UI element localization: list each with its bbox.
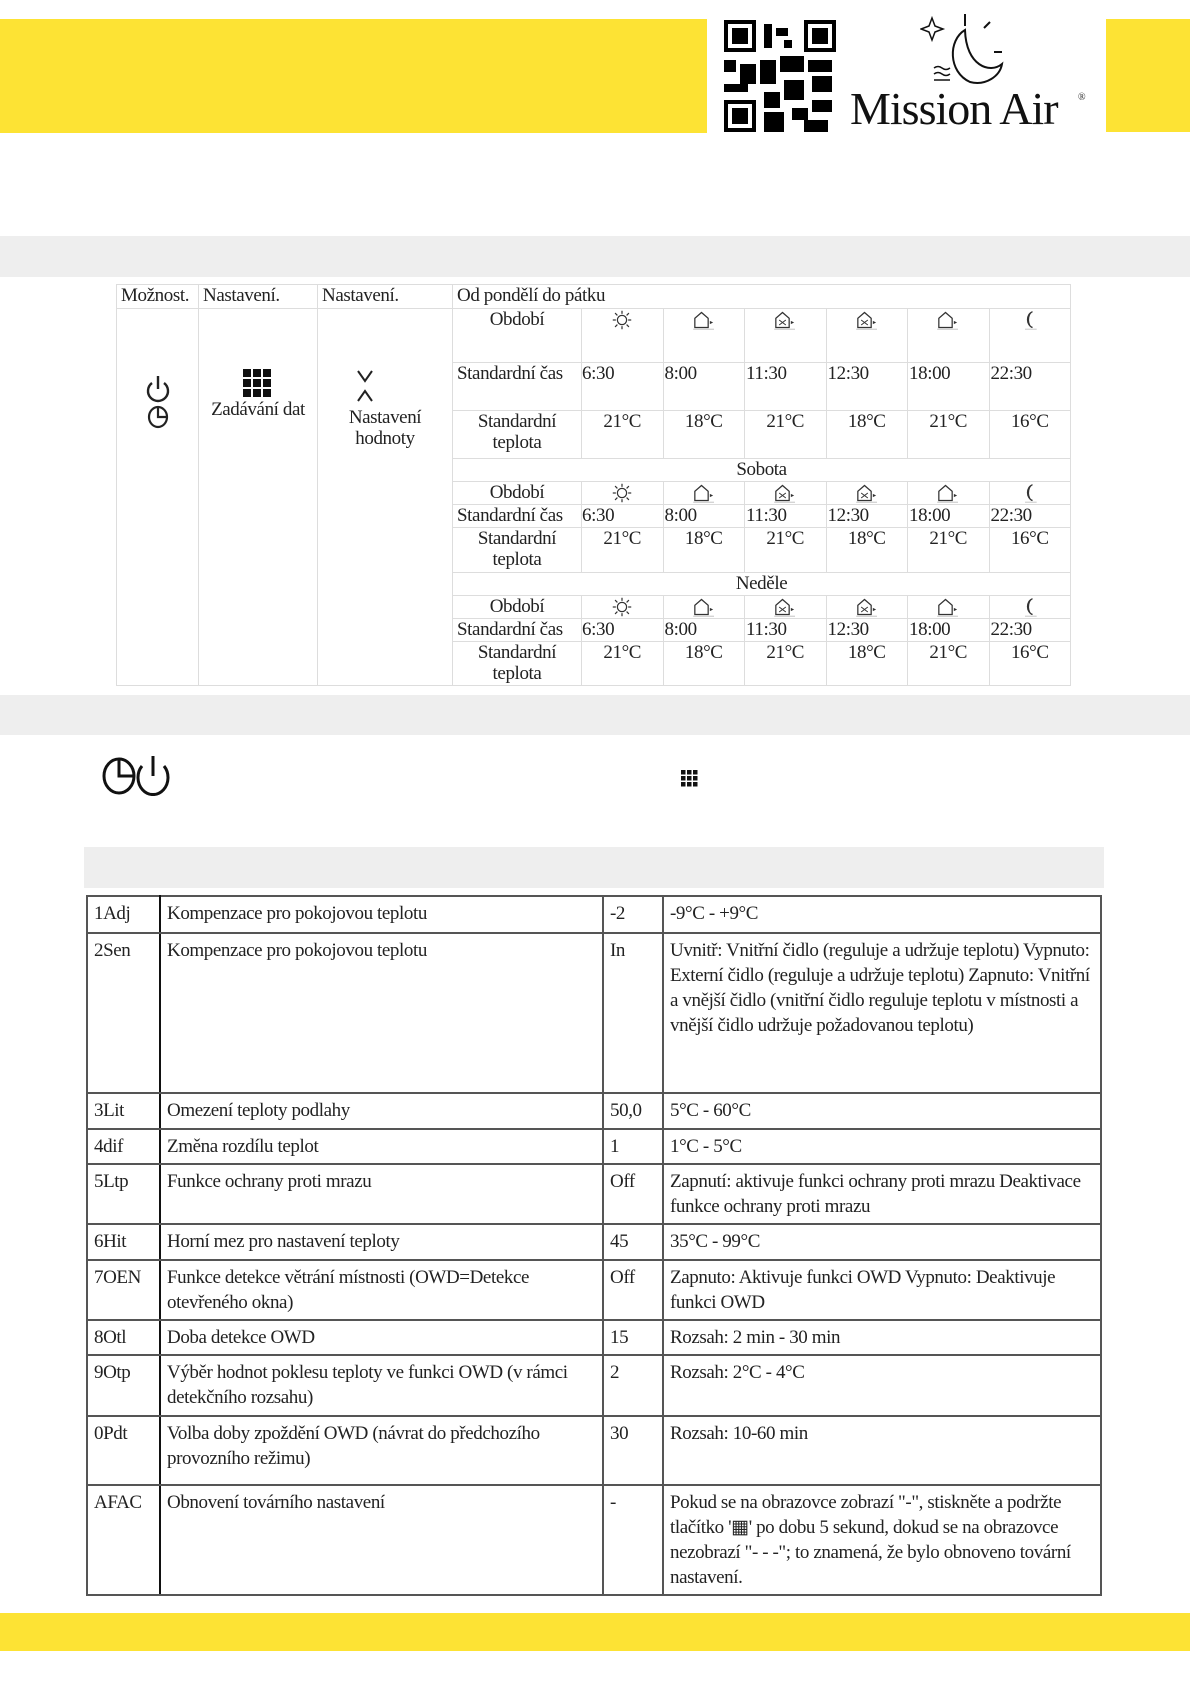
parameter-row <box>87 1093 1101 1129</box>
period-time: 11:30 <box>745 619 827 642</box>
options-cell <box>117 309 199 686</box>
registered-mark: ® <box>1078 92 1086 103</box>
data-entry-cell <box>199 309 318 686</box>
parameter-row <box>87 933 1101 1093</box>
value-setting-cell <box>318 309 453 686</box>
section-band-1 <box>0 236 1190 277</box>
section-band-2 <box>0 695 1190 735</box>
period-time: 11:30 <box>745 363 827 411</box>
param-range: Rozsah: 2 min - 30 min <box>663 1320 1101 1355</box>
schedule-day-title: Sobota <box>453 459 1071 482</box>
period-temp: 21°C <box>908 411 990 459</box>
period-temp: 21°C <box>908 642 990 686</box>
param-code: AFAC <box>87 1485 160 1595</box>
period-temp: 21°C <box>745 411 827 459</box>
home-occupied-icon <box>826 596 908 619</box>
schedule-table <box>116 284 1071 686</box>
period-temp: 16°C <box>989 528 1071 573</box>
period-temp: 16°C <box>989 411 1071 459</box>
sun-icon <box>582 482 664 505</box>
param-name: Omezení teploty podlahy <box>160 1093 603 1129</box>
param-code: 9Otp <box>87 1355 160 1416</box>
home-icon <box>663 596 745 619</box>
schedule-day-title: Neděle <box>453 573 1071 596</box>
period-time: 12:30 <box>826 505 908 528</box>
home-icon <box>908 309 990 363</box>
period-temp: 18°C <box>826 411 908 459</box>
home-icon <box>663 482 745 505</box>
period-time: 6:30 <box>582 363 664 411</box>
param-range: Rozsah: 2°C - 4°C <box>663 1355 1101 1416</box>
period-temp: 21°C <box>745 642 827 686</box>
period-time: 11:30 <box>745 505 827 528</box>
param-value: 30 <box>603 1416 663 1485</box>
param-value: 2 <box>603 1355 663 1416</box>
param-code: 8Otl <box>87 1320 160 1355</box>
param-code: 2Sen <box>87 933 160 1093</box>
sun-icon <box>582 596 664 619</box>
temp-label: Standardní teplota <box>453 411 582 459</box>
schedule-header-3: Od pondělí do pátku <box>453 285 1071 309</box>
param-code: 6Hit <box>87 1224 160 1260</box>
period-time: 12:30 <box>826 363 908 411</box>
period-temp: 18°C <box>663 411 745 459</box>
param-name: Horní mez pro nastavení teploty <box>160 1224 603 1260</box>
param-name: Doba detekce OWD <box>160 1320 603 1355</box>
param-range: -9°C - +9°C <box>663 896 1101 933</box>
moon-logo-icon <box>920 12 1010 92</box>
param-name: Kompenzace pro pokojovou teplotu <box>160 896 603 933</box>
param-range: 35°C - 99°C <box>663 1224 1101 1260</box>
period-temp: 18°C <box>826 642 908 686</box>
home-icon <box>908 482 990 505</box>
param-code: 1Adj <box>87 896 160 933</box>
param-range: Uvnitř: Vnitřní čidlo (reguluje a udržuje teplotu) Vypnuto: Externí čidlo (reguluje a udržuje teplotu) Zapnuto: Vnitřní a vnější čidlo (vnitřní čidlo reguluje teplotu v místnosti a vnější čidlo udržuje požadovanou teplotu) <box>663 933 1101 1093</box>
value-setting-label: Nastavení hodnoty <box>348 407 422 449</box>
period-time: 6:30 <box>582 505 664 528</box>
keypad-icon <box>681 769 698 787</box>
temp-label: Standardní teplota <box>453 528 582 573</box>
clock-icon <box>117 404 198 430</box>
param-value: 45 <box>603 1224 663 1260</box>
param-code: 4dif <box>87 1129 160 1164</box>
parameter-row <box>87 1260 1101 1320</box>
parameter-row <box>87 1485 1101 1595</box>
param-name: Změna rozdílu teplot <box>160 1129 603 1164</box>
moon-icon <box>989 309 1071 363</box>
param-range: Pokud se na obrazovce zobrazí "-", stiskněte a podržte tlačítko '▦' po dobu 5 sekund, dokud se na obrazovce nezobrazí "- - -"; to znamená, že bylo obnoveno tovární nastavení. <box>663 1485 1101 1595</box>
period-temp: 16°C <box>989 642 1071 686</box>
param-name: Kompenzace pro pokojovou teplotu <box>160 933 603 1093</box>
param-name: Obnovení továrního nastavení <box>160 1485 603 1595</box>
param-code: 0Pdt <box>87 1416 160 1485</box>
home-icon <box>908 596 990 619</box>
header-bar-left <box>0 19 707 133</box>
moon-icon <box>989 482 1071 505</box>
brand-logo <box>850 10 1090 135</box>
period-time: 22:30 <box>989 363 1071 411</box>
period-temp: 21°C <box>745 528 827 573</box>
home-occupied-icon <box>745 309 827 363</box>
qr-code <box>724 20 836 132</box>
time-label: Standardní čas <box>453 505 582 528</box>
period-time: 6:30 <box>582 619 664 642</box>
brand-name: Mission Air <box>850 83 1058 134</box>
param-range: Rozsah: 10-60 min <box>663 1416 1101 1485</box>
parameter-row <box>87 1416 1101 1485</box>
data-entry-label: Zadávání dat <box>211 399 305 420</box>
param-name: Funkce detekce větrání místnosti (OWD=Detekce otevřeného okna) <box>160 1260 603 1320</box>
param-range: Zapnuto: Aktivuje funkci OWD Vypnuto: Deaktivuje funkci OWD <box>663 1260 1101 1320</box>
period-time: 22:30 <box>989 505 1071 528</box>
period-label: Období <box>453 482 582 505</box>
clock-power-icon <box>102 754 172 796</box>
period-temp: 18°C <box>826 528 908 573</box>
sun-icon <box>582 309 664 363</box>
period-temp: 21°C <box>582 642 664 686</box>
period-temp: 21°C <box>908 528 990 573</box>
period-time: 8:00 <box>663 619 745 642</box>
period-time: 8:00 <box>663 505 745 528</box>
parameter-row <box>87 1355 1101 1416</box>
footer-bar <box>0 1613 1190 1651</box>
param-value: 1 <box>603 1129 663 1164</box>
param-name: Výběr hodnot poklesu teploty ve funkci OWD (v rámci detekčního rozsahu) <box>160 1355 603 1416</box>
period-time: 12:30 <box>826 619 908 642</box>
schedule-header-2: Nastavení. <box>318 285 453 309</box>
param-value: 15 <box>603 1320 663 1355</box>
home-occupied-icon <box>745 482 827 505</box>
period-temp: 18°C <box>663 642 745 686</box>
param-value: Off <box>603 1164 663 1224</box>
period-time: 8:00 <box>663 363 745 411</box>
param-code: 5Ltp <box>87 1164 160 1224</box>
parameter-row <box>87 1224 1101 1260</box>
param-name: Funkce ochrany proti mrazu <box>160 1164 603 1224</box>
param-value: 50,0 <box>603 1093 663 1129</box>
param-code: 3Lit <box>87 1093 160 1129</box>
param-value: - <box>603 1485 663 1595</box>
param-value: Off <box>603 1260 663 1320</box>
home-occupied-icon <box>745 596 827 619</box>
param-range: 5°C - 60°C <box>663 1093 1101 1129</box>
param-name: Volba doby zpoždění OWD (návrat do předchozího provozního režimu) <box>160 1416 603 1485</box>
param-code: 7OEN <box>87 1260 160 1320</box>
period-time: 18:00 <box>908 619 990 642</box>
parameters-table <box>86 895 1102 1596</box>
home-icon <box>663 309 745 363</box>
param-value: In <box>603 933 663 1093</box>
period-temp: 21°C <box>582 528 664 573</box>
moon-icon <box>989 596 1071 619</box>
parameter-row <box>87 1164 1101 1224</box>
section-band-3 <box>84 847 1104 888</box>
period-time: 18:00 <box>908 363 990 411</box>
home-occupied-icon <box>826 482 908 505</box>
period-temp: 21°C <box>582 411 664 459</box>
schedule-header-0: Možnost. <box>117 285 199 309</box>
temp-label: Standardní teplota <box>453 642 582 686</box>
home-occupied-icon <box>826 309 908 363</box>
time-label: Standardní čas <box>453 619 582 642</box>
period-time: 18:00 <box>908 505 990 528</box>
param-range: Zapnutí: aktivuje funkci ochrany proti mrazu Deaktivace funkce ochrany proti mrazu <box>663 1164 1101 1224</box>
period-label: Období <box>453 596 582 619</box>
parameter-row <box>87 1129 1101 1164</box>
period-temp: 18°C <box>663 528 745 573</box>
parameter-row <box>87 896 1101 933</box>
param-range: 1°C - 5°C <box>663 1129 1101 1164</box>
time-label: Standardní čas <box>453 363 582 411</box>
schedule-header-1: Nastavení. <box>199 285 318 309</box>
parameter-row <box>87 1320 1101 1355</box>
period-time: 22:30 <box>989 619 1071 642</box>
param-value: -2 <box>603 896 663 933</box>
power-icon <box>117 374 198 404</box>
period-label: Období <box>453 309 582 363</box>
header-bar-right <box>1106 19 1190 132</box>
